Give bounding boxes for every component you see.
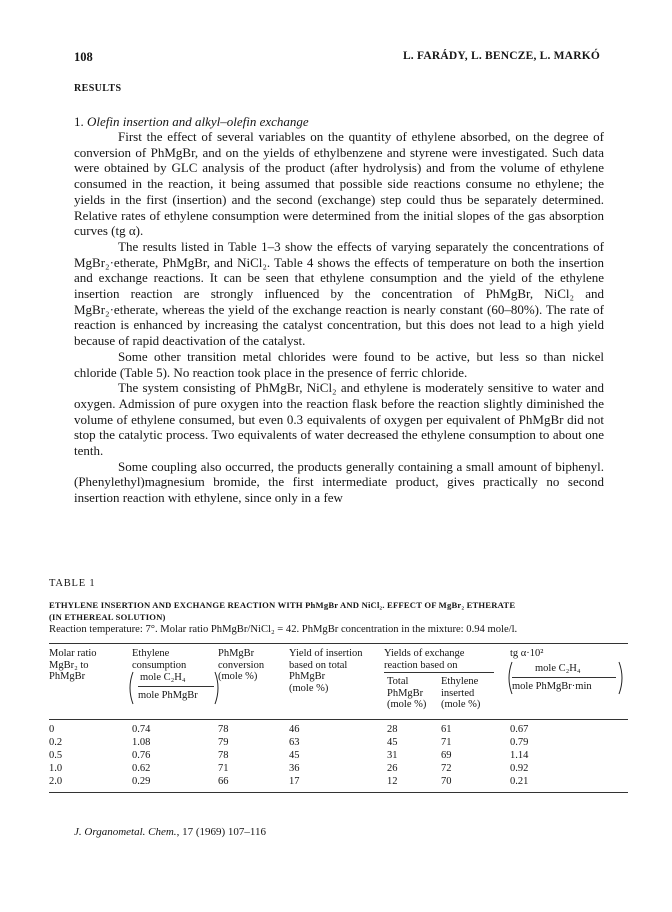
table-cell: 1.0 (49, 763, 63, 774)
table-cell: 70 (441, 776, 452, 787)
table-cell: 17 (289, 776, 300, 787)
table-caption-line: (IN ETHEREAL SOLUTION) (49, 612, 166, 622)
table-cell: 45 (289, 750, 300, 761)
table-rule-top (49, 643, 628, 644)
table-cell: 0.62 (132, 763, 151, 774)
table-caption-line: ETHYLENE INSERTION AND EXCHANGE REACTION WITH PhMgBr AND NiCl₂. EFFECT OF MgBr₂ ETHERATE (49, 600, 516, 610)
subsection-title: Olefin insertion and alkyl–olefin exchange (87, 114, 309, 129)
table-cell: 61 (441, 724, 452, 735)
body-text (74, 129, 604, 506)
table-cell: 69 (441, 750, 452, 761)
table-cell: 26 (387, 763, 398, 774)
frac-numerator: mole C₂H₄ (140, 672, 186, 683)
table-cell: 79 (218, 737, 229, 748)
table-cell: 45 (387, 737, 398, 748)
col-header-ethylene-inserted: Ethylene inserted (mole %) (441, 676, 481, 710)
table-cell: 0.67 (510, 724, 529, 735)
table-cell: 2.0 (49, 776, 63, 787)
table-cell: 0.29 (132, 776, 151, 787)
frac-numerator: mole C₂H₄ (535, 663, 581, 674)
page-number: 108 (74, 50, 93, 64)
table-cell: 0.92 (510, 763, 529, 774)
col-header-tg-alpha: tg α·10² (510, 648, 544, 659)
running-header (74, 50, 600, 66)
table-cell: 0.76 (132, 750, 151, 761)
paragraph: The results listed in Table 1–3 show the effects of varying separately the concentrations of MgBr₂·etherate, PhMgBr, and NiCl₂. Table 4 shows the effects of temperature on both the insertion and exchange reactions. It can be seen that ethylene consumption and the yield of the ethylene insertion reaction are strongly influenced by the concentration of PhMgBr, NiCl₂ and MgBr₂·etherate, whereas the yield of the exchange reaction is nearly constant (60–80%). The rate of reaction is enhanced by increasing the catalyst concentration, but this does not lead to a high yield because of rapid deactivation of the catalyst. (74, 238, 604, 349)
table-cell: 28 (387, 724, 398, 735)
table-cell: 0 (49, 724, 55, 735)
table-cell: 0.74 (132, 724, 151, 735)
table-label: TABLE 1 (49, 578, 96, 589)
table-cell: 0.2 (49, 737, 63, 748)
table-cell: 78 (218, 750, 229, 761)
table-cell: 0.79 (510, 737, 529, 748)
fraction-bar (512, 677, 616, 678)
journal-name: J. Organometal. Chem. (74, 826, 177, 838)
table-conditions: Reaction temperature: 7°. Molar ratio PhMgBr/NiCl₂ = 42. PhMgBr concentration in the mixture: 0.94 mole/l. (49, 624, 518, 635)
table-cell: 63 (289, 737, 300, 748)
table-rule-mid (49, 719, 628, 720)
paragraph: Some coupling also occurred, the products generally containing a small amount of biphenyl. (Phenylethyl)magnesium bromide, the first intermediate product, gives practically no second insertion reaction with ethylene, since only in a few (74, 458, 604, 506)
table-cell: 1.08 (132, 737, 151, 748)
col-header-conversion: PhMgBr conversion (mole %) (218, 648, 265, 682)
table-cell: 0.5 (49, 750, 63, 761)
table-cell: 78 (218, 724, 229, 735)
journal-footer (74, 826, 266, 838)
journal-citation: , 17 (1969) 107–116 (176, 826, 266, 838)
col-header-total-phmgbr: Total PhMgBr (mole %) (387, 676, 427, 710)
group-underline (384, 672, 494, 673)
subsection-number: 1. (74, 114, 84, 129)
col-group-yields-exchange: Yields of exchange reaction based on (384, 648, 465, 671)
table-cell: 71 (218, 763, 229, 774)
fraction-bar (138, 686, 214, 687)
table-cell: 1.14 (510, 750, 529, 761)
table-cell: 31 (387, 750, 398, 761)
section-heading: RESULTS (74, 83, 122, 94)
paragraph: Some other transition metal chlorides were found to be active, but less so than nickel chloride (Table 5). No reaction took place in the presence of ferric chloride. (74, 348, 604, 380)
running-authors: L. FARÁDY, L. BENCZE, L. MARKÓ (402, 50, 600, 62)
frac-denominator: mole PhMgBr (138, 690, 198, 701)
table-caption (49, 599, 629, 623)
table-cell: 12 (387, 776, 398, 787)
paragraph: First the effect of several variables on the quantity of ethylene absorbed, on the degree of conversion of PhMgBr, and on the yields of ethylbenzene and styrene were investigated. Such data were obtained by GLC analysis of the product (after hydrolysis) and from the volume of ethylene consumed in the reaction, it being assumed that possible side reactions consume no ethylene; the yields in the first (insertion) and the second (exchange) step could thus be separately determined. Relative rates of ethylene consumption were determined from the initial slopes of the gas absorption curves (tg α). (74, 129, 604, 239)
table-cell: 72 (441, 763, 452, 774)
table-cell: 46 (289, 724, 300, 735)
table-cell: 71 (441, 737, 452, 748)
table-cell: 36 (289, 763, 300, 774)
col-header-ethylene-consumption: Ethylene consumption (132, 648, 187, 671)
frac-denominator: mole PhMgBr·min (512, 681, 592, 692)
table-cell: 66 (218, 776, 229, 787)
col-header-molar-ratio: Molar ratio MgBr₂ to PhMgBr (49, 648, 97, 682)
paragraph: The system consisting of PhMgBr, NiCl₂ and ethylene is moderately sensitive to water and oxygen. Admission of pure oxygen into the reaction flask before the reaction slightly diminished the volume of ethylene consumed, but even 0.3 equivalents of oxygen per equivalent of PhMgBr did not stop the catalytic process. Two equivalents of water decreased the ethylene consumption to about one tenth. (74, 380, 604, 459)
col-header-yield-insertion: Yield of insertion based on total PhMgBr (mole %) (289, 648, 363, 694)
table-cell: 0.21 (510, 776, 529, 787)
right-paren (617, 661, 625, 695)
table-rule-bottom (49, 792, 628, 793)
subsection-heading (74, 114, 309, 130)
left-paren (127, 671, 135, 705)
